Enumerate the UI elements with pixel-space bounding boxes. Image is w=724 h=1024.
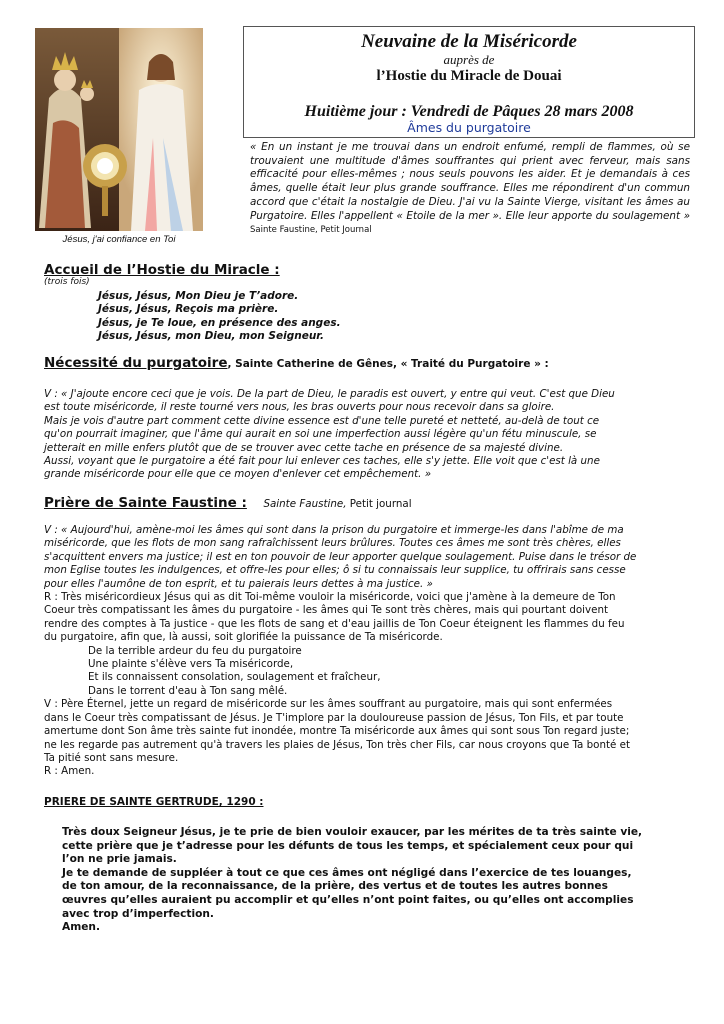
text-line: V : Père Éternel, jette un regard de miséricorde sur les âmes souffrant au purgatoire, mais qui sont enfermées [44,698,613,711]
accueil-prayer [44,290,704,343]
text-line: grande miséricorde pour elle que ce moyen d'enlever cet empêchement. » [44,468,432,481]
text-line: R : Amen. [44,765,95,778]
devotional-image [35,28,203,231]
faustine-heading-row [44,495,714,511]
text-line: Très doux Seigneur Jésus, je te prie de bien vouloir exaucer, par les mérites de ta très sainte vie, [62,826,643,838]
faustine-prayer [44,524,714,779]
text-line: Amen. [62,921,100,934]
text-line: est toute miséricorde, il reste tourné vers nous, les bras ouverts pour nous recevoir dans sa gloire. [44,401,555,414]
page-title: Neuvaine de la Miséricorde [361,31,577,52]
verse-line: De la terrible ardeur du feu du purgatoire [88,644,302,657]
accueil-line: Jésus, Jésus, Reçois ma prière. [98,303,279,316]
text-line: mon Eglise toutes les indulgences, et offre-les pour elles; ô si tu connaissais leur supplice, tu offrirais sans cesse [44,564,626,577]
subtitle-small: auprès de [443,52,495,67]
quote-text: « En un instant je me trouvai dans un endroit enfumé, rempli de flammes, où se trouvaient une multitude d'âmes souffrantes qui prient avec ferveur, mais sans efficacité pour elles-mêmes ; nous seuls pouvons les aider. Et je demandais à ces âmes, quelle était leur plus grande souffrance. Elles me répondirent d'un commun accord que c'était la nostalgie de Dieu. J'ai vu la Sainte Vierge, visitant les âmes au Purgatoire. Elles l'appellent « Etoile de la mer ». Elle leur apporte du soulagement » [250,141,690,222]
text-line: pour elles l'aumône de ton esprit, et tu paierais leurs dettes à ma justice. » [44,577,433,590]
verse-line: Une plainte s'élève vers Ta miséricorde, [88,658,294,671]
text-line: avec trop d’imperfection. [62,907,214,920]
faustine-source-b: Petit journal [349,498,412,510]
necessite-text [44,388,714,482]
text-line: jetterait en mille enfers plutôt que de se trouver avec cette tache en présence de sa majesté divine. [44,441,564,454]
text-line: qu'on pourrait imaginer, que l'âme qui aurait en soi une imperfection aussi légère qu'un fétu minuscule, se [44,428,597,441]
accueil-line: Jésus, je Te loue, en présence des anges. [98,316,341,329]
text-line: miséricorde, que les flots de mon sang rafraîchissent leurs brûlures. Toutes ces âmes me sont très chères, elles [44,537,621,550]
necessite-source: , Sainte Catherine de Gênes, « Traité du Purgatoire » : [227,358,549,370]
text-line: Ta pitié sont sans mesure. [44,751,179,764]
accueil-line: Jésus, Jésus, Mon Dieu je T’adore. [98,290,299,302]
text-line: s'acquittent envers ma justice; il est en ton pouvoir de leur apporter quelque soulagement. Puise dans le trésor de [44,550,637,563]
faustine-quote [250,141,690,238]
faustine-heading: Prière de Sainte Faustine : [44,495,247,511]
text-line: V : « Aujourd'hui, amène-moi les âmes qui sont dans la prison du purgatoire et immerge-les dans l'abîme de ma [44,524,624,536]
accueil-heading: Accueil de l’Hostie du Miracle : [44,262,280,278]
text-line: ne les regarde pas autrement qu'à travers les plaies de Jésus, Ton très cher Fils, car nous croyons que Ta bonté et [44,738,631,751]
text-line: de ton amour, de la reconnaissance, de la prière, des vertus et de toutes les autres bonnes [62,880,608,893]
verse-line: Dans le torrent d'eau à Ton sang mêlé. [88,684,288,697]
text-line: amertume dont Son âme très sainte fut inondée, montre Ta miséricorde aux âmes qui sont sous Ton regard juste; [44,725,630,738]
accueil-line: Jésus, Jésus, mon Dieu, mon Seigneur. [98,329,324,342]
text-line: œuvres qu’elles auraient pu accomplir et qu’elles n’ont point faites, ou qu’elles ont accomplies [62,893,634,906]
quote-source: Sainte Faustine, Petit Journal [250,225,372,236]
day-heading: Huitième jour : Vendredi de Pâques 28 mars 2008 [304,103,634,120]
text-line: l’on ne prie jamais. [62,853,177,866]
image-caption: Jésus, j'ai confiance en Toi [62,234,176,245]
necessite-heading: Nécessité du purgatoire [44,355,228,371]
accueil-note: (trois fois) [44,277,90,287]
necessite-heading-row [44,355,714,371]
text-line: cette prière que je t’adresse pour les défunts de tous les temps, et spécialement ceux pour qui [62,839,634,852]
text-line: dans le Coeur très compatissant de Jésus. Je T'implore par la douloureuse passion de Jésus, Ton Fils, et par toute [44,711,624,724]
title-box [243,26,695,138]
faustine-source-a: Sainte Faustine, [263,498,350,510]
text-line: Aussi, voyant que le purgatoire a été fait pour lui enlever ces taches, elle s'y jette. Elle voit que c'est là une [44,455,600,468]
subtitle: l’Hostie du Miracle de Douai [376,68,562,84]
gertrude-prayer [62,826,712,935]
text-line: R : Très miséricordieux Jésus qui as dit Toi-même vouloir la miséricorde, voici que j'amène à la demeure de Ton [44,591,616,604]
text-line: du purgatoire, afin que, là aussi, soit glorifiée la puissance de Ta miséricorde. [44,631,443,644]
theme-heading: Âmes du purgatoire [407,120,531,135]
text-line: Mais je vois d'autre part comment cette divine essence est d'une telle pureté et netteté, au-delà de tout ce [44,414,600,427]
verse-line: Et ils connaissent consolation, soulagement et fraîcheur, [88,671,381,684]
text-line: rendre des comptes à Ta justice - que les flots de sang et d'eau jaillis de Ton Coeur éteignent les flammes du feu [44,617,625,630]
text-line: V : « J'ajoute encore ceci que je vois. De la part de Dieu, le paradis est ouvert, y entre qui veut. C'est que Dieu [44,388,615,400]
gertrude-heading: PRIERE DE SAINTE GERTRUDE, 1290 : [44,796,264,808]
text-line: Je te demande de suppléer à tout ce que ces âmes ont négligé dans l’exercice de tes louanges, [62,866,632,879]
text-line: Coeur très compatissant les âmes du purgatoire - les âmes qui Te sont très chères, mais qui pourtant doivent [44,604,609,617]
